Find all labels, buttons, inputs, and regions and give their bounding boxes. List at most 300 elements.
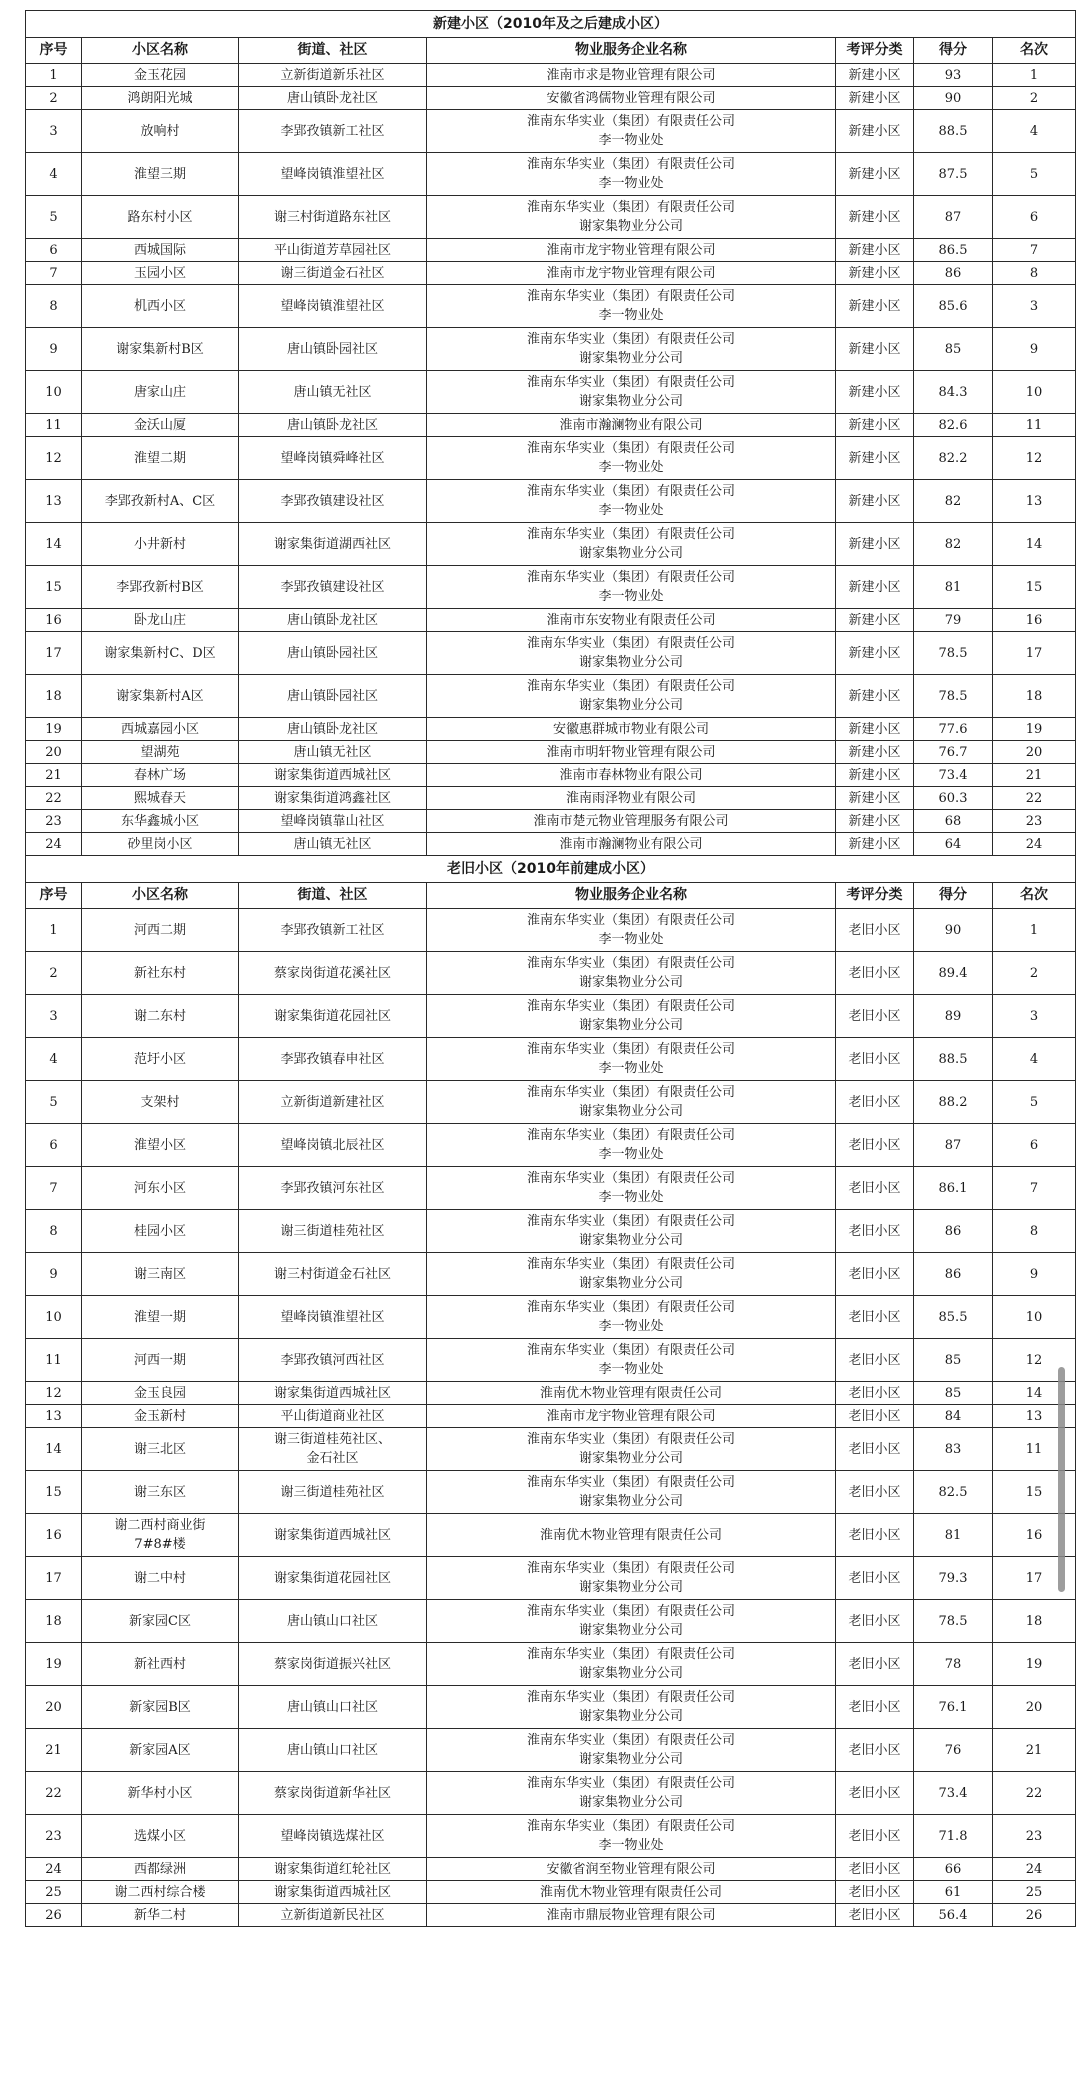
property-company-cell: 淮南东华实业（集团）有限责任公司 谢家集物业分公司 bbox=[427, 632, 836, 675]
community-name-cell: 金玉新村 bbox=[82, 1405, 239, 1428]
street-community-cell: 唐山镇无社区 bbox=[239, 741, 427, 764]
rank-cell: 15 bbox=[993, 566, 1076, 609]
ranking-table bbox=[25, 10, 1076, 1927]
community-name-cell: 金沃山厦 bbox=[82, 414, 239, 437]
street-community-cell: 望峰岗镇淮望社区 bbox=[239, 1296, 427, 1339]
row-index-cell: 13 bbox=[26, 480, 82, 523]
table-row bbox=[26, 1253, 1076, 1296]
street-community-cell: 谢三村街道路东社区 bbox=[239, 196, 427, 239]
score-cell: 79.3 bbox=[914, 1557, 993, 1600]
table-row bbox=[26, 909, 1076, 952]
property-company-cell: 安徽省润至物业管理有限公司 bbox=[427, 1858, 836, 1881]
category-cell: 新建小区 bbox=[836, 675, 914, 718]
table-row bbox=[26, 1405, 1076, 1428]
score-cell: 73.4 bbox=[914, 764, 993, 787]
street-community-cell: 蔡家岗街道花溪社区 bbox=[239, 952, 427, 995]
street-community-cell: 谢家集街道花园社区 bbox=[239, 995, 427, 1038]
table-row bbox=[26, 1167, 1076, 1210]
rank-cell: 26 bbox=[993, 1904, 1076, 1927]
community-name-cell: 新社西村 bbox=[82, 1643, 239, 1686]
rank-cell: 10 bbox=[993, 371, 1076, 414]
table-row bbox=[26, 414, 1076, 437]
row-index-cell: 5 bbox=[26, 1081, 82, 1124]
community-name-cell: 桂园小区 bbox=[82, 1210, 239, 1253]
table-row bbox=[26, 262, 1076, 285]
community-name-cell: 唐家山庄 bbox=[82, 371, 239, 414]
table-row bbox=[26, 196, 1076, 239]
street-community-cell: 李郢孜镇新工社区 bbox=[239, 909, 427, 952]
property-company-cell: 淮南东华实业（集团）有限责任公司 谢家集物业分公司 bbox=[427, 328, 836, 371]
community-name-cell: 放响村 bbox=[82, 110, 239, 153]
category-cell: 老旧小区 bbox=[836, 1428, 914, 1471]
community-name-cell: 谢三东区 bbox=[82, 1471, 239, 1514]
property-company-cell: 淮南东华实业（集团）有限责任公司 李一物业处 bbox=[427, 1124, 836, 1167]
rank-cell: 3 bbox=[993, 285, 1076, 328]
community-name-cell: 砂里岗小区 bbox=[82, 833, 239, 856]
score-cell: 78.5 bbox=[914, 632, 993, 675]
table-row bbox=[26, 1815, 1076, 1858]
property-company-cell: 淮南东华实业（集团）有限责任公司 谢家集物业分公司 bbox=[427, 1557, 836, 1600]
community-name-cell: 范圩小区 bbox=[82, 1038, 239, 1081]
table-row bbox=[26, 1686, 1076, 1729]
rank-cell: 2 bbox=[993, 952, 1076, 995]
category-cell: 老旧小区 bbox=[836, 1858, 914, 1881]
rank-cell: 16 bbox=[993, 1514, 1076, 1557]
score-cell: 76.7 bbox=[914, 741, 993, 764]
community-name-cell: 谢家集新村C、D区 bbox=[82, 632, 239, 675]
property-company-cell: 淮南东华实业（集团）有限责任公司 李一物业处 bbox=[427, 1296, 836, 1339]
table-row bbox=[26, 1881, 1076, 1904]
rank-cell: 13 bbox=[993, 1405, 1076, 1428]
community-name-cell: 李郢孜新村B区 bbox=[82, 566, 239, 609]
rank-cell: 20 bbox=[993, 741, 1076, 764]
column-header: 物业服务企业名称 bbox=[427, 38, 836, 64]
property-company-cell: 淮南市明轩物业管理有限公司 bbox=[427, 741, 836, 764]
category-cell: 老旧小区 bbox=[836, 995, 914, 1038]
rank-cell: 19 bbox=[993, 1643, 1076, 1686]
community-name-cell: 西城嘉园小区 bbox=[82, 718, 239, 741]
row-index-cell: 23 bbox=[26, 1815, 82, 1858]
property-company-cell: 安徽省鸿儒物业管理有限公司 bbox=[427, 87, 836, 110]
score-cell: 61 bbox=[914, 1881, 993, 1904]
property-company-cell: 淮南东华实业（集团）有限责任公司 李一物业处 bbox=[427, 153, 836, 196]
row-index-cell: 19 bbox=[26, 1643, 82, 1686]
rank-cell: 11 bbox=[993, 1428, 1076, 1471]
score-cell: 78.5 bbox=[914, 675, 993, 718]
row-index-cell: 19 bbox=[26, 718, 82, 741]
column-header-row bbox=[26, 38, 1076, 64]
property-company-cell: 淮南东华实业（集团）有限责任公司 谢家集物业分公司 bbox=[427, 1600, 836, 1643]
street-community-cell: 谢三街道桂苑社区 bbox=[239, 1210, 427, 1253]
table-row bbox=[26, 285, 1076, 328]
community-name-cell: 淮望一期 bbox=[82, 1296, 239, 1339]
community-name-cell: 淮望三期 bbox=[82, 153, 239, 196]
community-name-cell: 望湖苑 bbox=[82, 741, 239, 764]
rank-cell: 9 bbox=[993, 1253, 1076, 1296]
category-cell: 新建小区 bbox=[836, 239, 914, 262]
score-cell: 88.2 bbox=[914, 1081, 993, 1124]
community-name-cell: 谢三南区 bbox=[82, 1253, 239, 1296]
category-cell: 新建小区 bbox=[836, 480, 914, 523]
row-index-cell: 7 bbox=[26, 1167, 82, 1210]
community-name-cell: 河东小区 bbox=[82, 1167, 239, 1210]
category-cell: 老旧小区 bbox=[836, 1210, 914, 1253]
row-index-cell: 18 bbox=[26, 675, 82, 718]
community-name-cell: 河西一期 bbox=[82, 1339, 239, 1382]
property-company-cell: 淮南东华实业（集团）有限责任公司 谢家集物业分公司 bbox=[427, 1253, 836, 1296]
rank-cell: 6 bbox=[993, 1124, 1076, 1167]
property-company-cell: 淮南东华实业（集团）有限责任公司 李一物业处 bbox=[427, 909, 836, 952]
street-community-cell: 唐山镇卧龙社区 bbox=[239, 609, 427, 632]
community-name-cell: 西城国际 bbox=[82, 239, 239, 262]
rank-cell: 18 bbox=[993, 675, 1076, 718]
scrollbar-thumb[interactable] bbox=[1058, 1367, 1065, 1592]
column-header: 得分 bbox=[914, 38, 993, 64]
score-cell: 90 bbox=[914, 87, 993, 110]
table-row bbox=[26, 718, 1076, 741]
table-row bbox=[26, 1729, 1076, 1772]
property-company-cell: 淮南东华实业（集团）有限责任公司 谢家集物业分公司 bbox=[427, 371, 836, 414]
column-header: 物业服务企业名称 bbox=[427, 883, 836, 909]
row-index-cell: 9 bbox=[26, 328, 82, 371]
rank-cell: 23 bbox=[993, 810, 1076, 833]
rank-cell: 1 bbox=[993, 909, 1076, 952]
score-cell: 81 bbox=[914, 1514, 993, 1557]
rank-cell: 7 bbox=[993, 1167, 1076, 1210]
table-row bbox=[26, 1557, 1076, 1600]
score-cell: 87 bbox=[914, 1124, 993, 1167]
table-row bbox=[26, 1382, 1076, 1405]
row-index-cell: 11 bbox=[26, 1339, 82, 1382]
community-name-cell: 淮望二期 bbox=[82, 437, 239, 480]
community-name-cell: 谢家集新村A区 bbox=[82, 675, 239, 718]
row-index-cell: 12 bbox=[26, 1382, 82, 1405]
category-cell: 老旧小区 bbox=[836, 1405, 914, 1428]
score-cell: 77.6 bbox=[914, 718, 993, 741]
category-cell: 新建小区 bbox=[836, 566, 914, 609]
rank-cell: 22 bbox=[993, 787, 1076, 810]
score-cell: 87 bbox=[914, 196, 993, 239]
category-cell: 老旧小区 bbox=[836, 1253, 914, 1296]
score-cell: 83 bbox=[914, 1428, 993, 1471]
table-row bbox=[26, 437, 1076, 480]
community-name-cell: 河西二期 bbox=[82, 909, 239, 952]
rank-cell: 5 bbox=[993, 1081, 1076, 1124]
community-name-cell: 谢二西村综合楼 bbox=[82, 1881, 239, 1904]
row-index-cell: 14 bbox=[26, 523, 82, 566]
score-cell: 93 bbox=[914, 64, 993, 87]
street-community-cell: 谢三街道金石社区 bbox=[239, 262, 427, 285]
row-index-cell: 17 bbox=[26, 1557, 82, 1600]
property-company-cell: 淮南东华实业（集团）有限责任公司 李一物业处 bbox=[427, 480, 836, 523]
section-title-row bbox=[26, 856, 1076, 883]
community-name-cell: 支架村 bbox=[82, 1081, 239, 1124]
column-header: 小区名称 bbox=[82, 883, 239, 909]
property-company-cell: 淮南东华实业（集团）有限责任公司 李一物业处 bbox=[427, 1038, 836, 1081]
property-company-cell: 淮南市瀚澜物业有限公司 bbox=[427, 414, 836, 437]
score-cell: 71.8 bbox=[914, 1815, 993, 1858]
street-community-cell: 李郢孜镇建设社区 bbox=[239, 480, 427, 523]
row-index-cell: 24 bbox=[26, 833, 82, 856]
score-cell: 82 bbox=[914, 480, 993, 523]
rank-cell: 12 bbox=[993, 1339, 1076, 1382]
property-company-cell: 淮南市楚元物业管理服务有限公司 bbox=[427, 810, 836, 833]
row-index-cell: 22 bbox=[26, 1772, 82, 1815]
category-cell: 老旧小区 bbox=[836, 952, 914, 995]
property-company-cell: 淮南东华实业（集团）有限责任公司 谢家集物业分公司 bbox=[427, 952, 836, 995]
rank-cell: 23 bbox=[993, 1815, 1076, 1858]
row-index-cell: 9 bbox=[26, 1253, 82, 1296]
score-cell: 85 bbox=[914, 328, 993, 371]
category-cell: 新建小区 bbox=[836, 523, 914, 566]
category-cell: 新建小区 bbox=[836, 632, 914, 675]
community-name-cell: 谢二中村 bbox=[82, 1557, 239, 1600]
category-cell: 老旧小区 bbox=[836, 1382, 914, 1405]
street-community-cell: 谢家集街道红轮社区 bbox=[239, 1858, 427, 1881]
table-row bbox=[26, 995, 1076, 1038]
category-cell: 新建小区 bbox=[836, 371, 914, 414]
property-company-cell: 淮南东华实业（集团）有限责任公司 谢家集物业分公司 bbox=[427, 196, 836, 239]
table-row bbox=[26, 741, 1076, 764]
table-row bbox=[26, 1428, 1076, 1471]
street-community-cell: 李郢孜镇春申社区 bbox=[239, 1038, 427, 1081]
column-header: 序号 bbox=[26, 38, 82, 64]
property-company-cell: 淮南东华实业（集团）有限责任公司 谢家集物业分公司 bbox=[427, 1729, 836, 1772]
row-index-cell: 16 bbox=[26, 609, 82, 632]
rank-cell: 19 bbox=[993, 718, 1076, 741]
score-cell: 82.5 bbox=[914, 1471, 993, 1514]
street-community-cell: 谢三街道桂苑社区 bbox=[239, 1471, 427, 1514]
table-row bbox=[26, 1210, 1076, 1253]
score-cell: 66 bbox=[914, 1858, 993, 1881]
score-cell: 82.6 bbox=[914, 414, 993, 437]
rank-cell: 10 bbox=[993, 1296, 1076, 1339]
rank-cell: 7 bbox=[993, 239, 1076, 262]
table-row bbox=[26, 632, 1076, 675]
table-row bbox=[26, 110, 1076, 153]
score-cell: 88.5 bbox=[914, 1038, 993, 1081]
property-company-cell: 淮南雨泽物业有限公司 bbox=[427, 787, 836, 810]
row-index-cell: 3 bbox=[26, 995, 82, 1038]
street-community-cell: 谢三街道桂苑社区、 金石社区 bbox=[239, 1428, 427, 1471]
category-cell: 老旧小区 bbox=[836, 1038, 914, 1081]
row-index-cell: 24 bbox=[26, 1858, 82, 1881]
street-community-cell: 谢家集街道湖西社区 bbox=[239, 523, 427, 566]
row-index-cell: 23 bbox=[26, 810, 82, 833]
street-community-cell: 望峰岗镇北辰社区 bbox=[239, 1124, 427, 1167]
row-index-cell: 20 bbox=[26, 741, 82, 764]
property-company-cell: 淮南优木物业管理有限责任公司 bbox=[427, 1881, 836, 1904]
rank-cell: 11 bbox=[993, 414, 1076, 437]
score-cell: 79 bbox=[914, 609, 993, 632]
category-cell: 新建小区 bbox=[836, 414, 914, 437]
property-company-cell: 淮南东华实业（集团）有限责任公司 李一物业处 bbox=[427, 1815, 836, 1858]
rank-cell: 9 bbox=[993, 328, 1076, 371]
column-header: 考评分类 bbox=[836, 38, 914, 64]
community-name-cell: 小井新村 bbox=[82, 523, 239, 566]
property-company-cell: 淮南东华实业（集团）有限责任公司 李一物业处 bbox=[427, 1339, 836, 1382]
column-header: 小区名称 bbox=[82, 38, 239, 64]
score-cell: 85 bbox=[914, 1339, 993, 1382]
row-index-cell: 8 bbox=[26, 285, 82, 328]
score-cell: 73.4 bbox=[914, 1772, 993, 1815]
category-cell: 老旧小区 bbox=[836, 1686, 914, 1729]
rank-cell: 6 bbox=[993, 196, 1076, 239]
community-name-cell: 鸿朗阳光城 bbox=[82, 87, 239, 110]
street-community-cell: 谢三村街道金石社区 bbox=[239, 1253, 427, 1296]
street-community-cell: 唐山镇无社区 bbox=[239, 371, 427, 414]
street-community-cell: 唐山镇山口社区 bbox=[239, 1686, 427, 1729]
property-company-cell: 淮南东华实业（集团）有限责任公司 谢家集物业分公司 bbox=[427, 1428, 836, 1471]
category-cell: 新建小区 bbox=[836, 609, 914, 632]
category-cell: 新建小区 bbox=[836, 196, 914, 239]
category-cell: 老旧小区 bbox=[836, 1643, 914, 1686]
row-index-cell: 8 bbox=[26, 1210, 82, 1253]
category-cell: 新建小区 bbox=[836, 833, 914, 856]
category-cell: 老旧小区 bbox=[836, 909, 914, 952]
rank-cell: 18 bbox=[993, 1600, 1076, 1643]
category-cell: 老旧小区 bbox=[836, 1815, 914, 1858]
category-cell: 老旧小区 bbox=[836, 1167, 914, 1210]
table-row bbox=[26, 675, 1076, 718]
score-cell: 76.1 bbox=[914, 1686, 993, 1729]
rank-cell: 4 bbox=[993, 1038, 1076, 1081]
row-index-cell: 6 bbox=[26, 1124, 82, 1167]
street-community-cell: 谢家集街道花园社区 bbox=[239, 1557, 427, 1600]
row-index-cell: 10 bbox=[26, 371, 82, 414]
category-cell: 新建小区 bbox=[836, 262, 914, 285]
property-company-cell: 淮南东华实业（集团）有限责任公司 谢家集物业分公司 bbox=[427, 675, 836, 718]
property-company-cell: 淮南市求是物业管理有限公司 bbox=[427, 64, 836, 87]
ranking-table-body bbox=[26, 11, 1076, 1927]
community-name-cell: 新家园A区 bbox=[82, 1729, 239, 1772]
row-index-cell: 20 bbox=[26, 1686, 82, 1729]
category-cell: 老旧小区 bbox=[836, 1124, 914, 1167]
property-company-cell: 淮南市龙宇物业管理有限公司 bbox=[427, 1405, 836, 1428]
property-company-cell: 安徽惠群城市物业有限公司 bbox=[427, 718, 836, 741]
table-row bbox=[26, 1124, 1076, 1167]
category-cell: 新建小区 bbox=[836, 153, 914, 196]
community-name-cell: 春林广场 bbox=[82, 764, 239, 787]
ranking-document bbox=[25, 10, 1075, 1927]
rank-cell: 24 bbox=[993, 1858, 1076, 1881]
score-cell: 86 bbox=[914, 1253, 993, 1296]
column-header: 街道、社区 bbox=[239, 883, 427, 909]
row-index-cell: 10 bbox=[26, 1296, 82, 1339]
score-cell: 81 bbox=[914, 566, 993, 609]
row-index-cell: 11 bbox=[26, 414, 82, 437]
row-index-cell: 14 bbox=[26, 1428, 82, 1471]
rank-cell: 16 bbox=[993, 609, 1076, 632]
property-company-cell: 淮南市龙宇物业管理有限公司 bbox=[427, 262, 836, 285]
row-index-cell: 16 bbox=[26, 1514, 82, 1557]
rank-cell: 5 bbox=[993, 153, 1076, 196]
table-row bbox=[26, 1339, 1076, 1382]
score-cell: 82 bbox=[914, 523, 993, 566]
street-community-cell: 唐山镇卧龙社区 bbox=[239, 718, 427, 741]
property-company-cell: 淮南东华实业（集团）有限责任公司 谢家集物业分公司 bbox=[427, 1471, 836, 1514]
community-name-cell: 路东村小区 bbox=[82, 196, 239, 239]
street-community-cell: 唐山镇卧园社区 bbox=[239, 328, 427, 371]
category-cell: 老旧小区 bbox=[836, 1729, 914, 1772]
property-company-cell: 淮南东华实业（集团）有限责任公司 李一物业处 bbox=[427, 566, 836, 609]
table-row bbox=[26, 810, 1076, 833]
street-community-cell: 望峰岗镇舜峰社区 bbox=[239, 437, 427, 480]
category-cell: 老旧小区 bbox=[836, 1557, 914, 1600]
rank-cell: 20 bbox=[993, 1686, 1076, 1729]
category-cell: 新建小区 bbox=[836, 718, 914, 741]
score-cell: 64 bbox=[914, 833, 993, 856]
community-name-cell: 东华鑫城小区 bbox=[82, 810, 239, 833]
table-row bbox=[26, 64, 1076, 87]
street-community-cell: 唐山镇卧龙社区 bbox=[239, 87, 427, 110]
row-index-cell: 17 bbox=[26, 632, 82, 675]
rank-cell: 22 bbox=[993, 1772, 1076, 1815]
score-cell: 78 bbox=[914, 1643, 993, 1686]
category-cell: 新建小区 bbox=[836, 437, 914, 480]
rank-cell: 4 bbox=[993, 110, 1076, 153]
score-cell: 78.5 bbox=[914, 1600, 993, 1643]
table-row bbox=[26, 787, 1076, 810]
row-index-cell: 18 bbox=[26, 1600, 82, 1643]
rank-cell: 1 bbox=[993, 64, 1076, 87]
row-index-cell: 25 bbox=[26, 1881, 82, 1904]
rank-cell: 13 bbox=[993, 480, 1076, 523]
street-community-cell: 唐山镇山口社区 bbox=[239, 1729, 427, 1772]
street-community-cell: 李郢孜镇河东社区 bbox=[239, 1167, 427, 1210]
property-company-cell: 淮南东华实业（集团）有限责任公司 谢家集物业分公司 bbox=[427, 1643, 836, 1686]
street-community-cell: 立新街道新建社区 bbox=[239, 1081, 427, 1124]
category-cell: 新建小区 bbox=[836, 328, 914, 371]
community-name-cell: 谢家集新村B区 bbox=[82, 328, 239, 371]
section-title: 老旧小区（2010年前建成小区） bbox=[26, 856, 1076, 883]
score-cell: 85.6 bbox=[914, 285, 993, 328]
column-header: 名次 bbox=[993, 883, 1076, 909]
category-cell: 老旧小区 bbox=[836, 1339, 914, 1382]
property-company-cell: 淮南东华实业（集团）有限责任公司 李一物业处 bbox=[427, 437, 836, 480]
community-name-cell: 谢二西村商业街 7#8#楼 bbox=[82, 1514, 239, 1557]
score-cell: 86 bbox=[914, 1210, 993, 1253]
street-community-cell: 望峰岗镇淮望社区 bbox=[239, 285, 427, 328]
row-index-cell: 7 bbox=[26, 262, 82, 285]
row-index-cell: 22 bbox=[26, 787, 82, 810]
table-row bbox=[26, 1514, 1076, 1557]
rank-cell: 14 bbox=[993, 523, 1076, 566]
street-community-cell: 唐山镇卧园社区 bbox=[239, 632, 427, 675]
property-company-cell: 淮南市东安物业有限责任公司 bbox=[427, 609, 836, 632]
property-company-cell: 淮南市春林物业有限公司 bbox=[427, 764, 836, 787]
street-community-cell: 蔡家岗街道新华社区 bbox=[239, 1772, 427, 1815]
street-community-cell: 谢家集街道西城社区 bbox=[239, 1881, 427, 1904]
row-index-cell: 2 bbox=[26, 87, 82, 110]
score-cell: 76 bbox=[914, 1729, 993, 1772]
street-community-cell: 唐山镇卧园社区 bbox=[239, 675, 427, 718]
score-cell: 86.1 bbox=[914, 1167, 993, 1210]
rank-cell: 21 bbox=[993, 1729, 1076, 1772]
table-row bbox=[26, 239, 1076, 262]
category-cell: 新建小区 bbox=[836, 285, 914, 328]
community-name-cell: 金玉良园 bbox=[82, 1382, 239, 1405]
row-index-cell: 6 bbox=[26, 239, 82, 262]
category-cell: 老旧小区 bbox=[836, 1772, 914, 1815]
community-name-cell: 新家园C区 bbox=[82, 1600, 239, 1643]
rank-cell: 21 bbox=[993, 764, 1076, 787]
community-name-cell: 新家园B区 bbox=[82, 1686, 239, 1729]
street-community-cell: 平山街道商业社区 bbox=[239, 1405, 427, 1428]
community-name-cell: 西都绿洲 bbox=[82, 1858, 239, 1881]
column-header: 街道、社区 bbox=[239, 38, 427, 64]
score-cell: 86 bbox=[914, 262, 993, 285]
